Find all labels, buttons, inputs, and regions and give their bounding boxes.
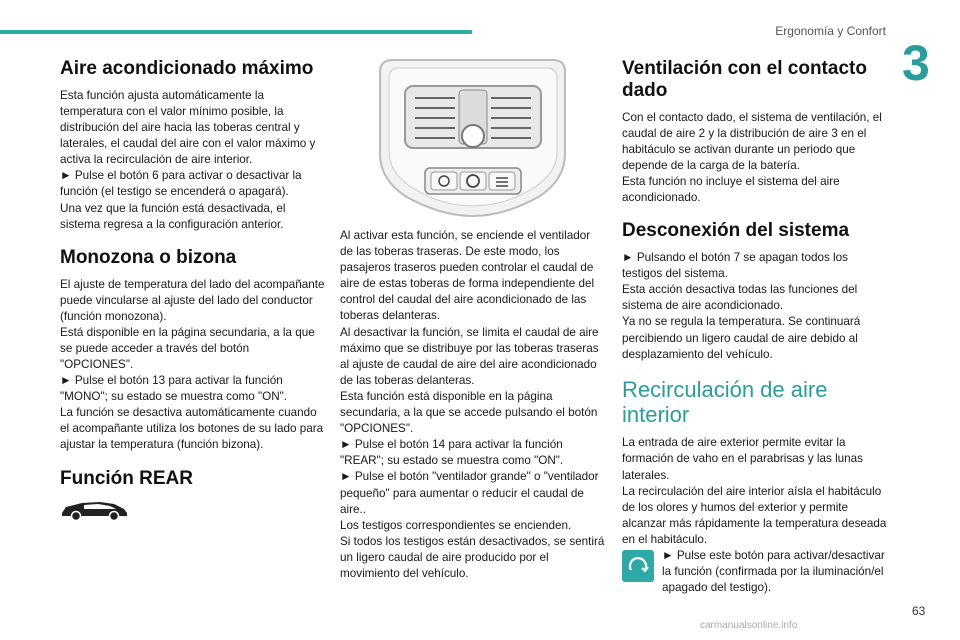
paragraph: La recirculación del aire interior aísla el habitáculo de los olores y humos del exterior y permite alcanzar más rápidamente la temperatura deseada en el habitáculo.: [622, 484, 887, 546]
paragraph: Al activar esta función, se enciende el ventilador de las toberas traseras. De este modo, los pasajeros traseros pueden controlar el caudal de aire de estas toberas de forma independiente del control del caudal del aire acondicionado de las toberas delanteras.: [340, 229, 595, 323]
paragraph: El ajuste de temperatura del lado del acompañante puede vincularse al ajuste del lado del conductor (función monozona).: [60, 277, 325, 323]
paragraph: Ya no se regula la temperatura. Se continuará percibiendo un ligero caudal de aire debido al desplazamiento del vehículo.: [622, 315, 861, 361]
section-disconnect: [622, 250, 887, 363]
paragraph: ► Pulse el botón 6 para activar o desactivar la función (el testigo se encenderá o apagará).: [60, 169, 302, 199]
paragraph: ► Pulse el botón "ventilador grande" o "ventilador pequeño" para aumentar o reducir el caudal de aire..: [340, 470, 599, 516]
paragraph: Esta función no incluye el sistema del aire acondicionado.: [622, 175, 840, 205]
recirculation-instruction: ► Pulse este botón para activar/desactivar la función (confirmada por la iluminación/el apagado del testigo).: [662, 549, 885, 595]
paragraph: Está disponible en la página secundaria, a la que se puede acceder a través del botón "OPCIONES".: [60, 325, 315, 371]
paragraph: ► Pulse el botón 14 para activar la función "REAR"; su estado se muestra como "ON".: [340, 438, 564, 468]
section-mono-bi: [60, 277, 325, 454]
paragraph: Esta función ajusta automáticamente la temperatura con el valor mínimo posible, la distribución del aire hacia las toberas central y laterales, el caudal del aire con el valor máximo y activa la recirculación de aire interior.: [60, 88, 316, 167]
paragraph: Los testigos correspondientes se encienden.: [340, 518, 572, 532]
section-rear-text: [340, 228, 605, 582]
section-ventilation: [622, 110, 887, 207]
watermark: carmanualsonline.info: [700, 620, 798, 631]
section-recirculation: [622, 435, 887, 596]
paragraph: ► Pulsando el botón 7 se apagan todos los testigos del sistema.: [622, 251, 849, 281]
page-number: 63: [912, 604, 926, 618]
column-right: [622, 50, 887, 610]
column-middle: [340, 50, 605, 596]
paragraph: Una vez que la función está desactivada, el sistema regresa a la configuración anterior.: [60, 201, 286, 231]
section-title-rear: Función REAR: [60, 467, 193, 489]
chapter-title: Ergonomía y Confort: [775, 24, 886, 38]
section-title-max-ac: Aire acondicionado máximo: [60, 58, 314, 79]
section-title-ventilation: Ventilación con el contacto dado: [622, 58, 867, 101]
paragraph: Al desactivar la función, se limita el caudal de aire máximo que se distribuye por las toberas traseras al ajuste de caudal de aire del aire acondicionado de las toberas delanteras.: [340, 325, 599, 387]
section-title-disconnect: Desconexión del sistema: [622, 220, 850, 242]
paragraph: Esta función está disponible en la página secundaria, a la que se accede pulsando el botón "OPCIONES".: [340, 389, 598, 436]
column-left: [60, 50, 325, 526]
paragraph-with-icon: [622, 548, 887, 596]
section-title-mono-bi: Monozona o bizona: [60, 246, 237, 268]
paragraph: Si todos los testigos están desactivados, se sentirá un ligero caudal de aire producido por el movimiento del vehículo.: [340, 534, 605, 580]
rear-vent-panel-illustration: [365, 54, 580, 214]
chapter-number: 3: [902, 35, 930, 91]
header-accent-bar: [0, 30, 472, 34]
car-side-icon: [60, 497, 325, 526]
paragraph: La entrada de aire exterior permite evitar la formación de vaho en el parabrisas y las lunas laterales.: [622, 436, 864, 482]
paragraph: Esta acción desactiva todas las funciones del sistema de aire acondicionado.: [622, 283, 858, 313]
paragraph: ► Pulse el botón 13 para activar la función "MONO"; su estado se muestra como "ON".: [60, 374, 288, 404]
section-title-recirculation: Recirculación de aire interior: [622, 376, 828, 428]
paragraph: La función se desactiva automáticamente cuando el acompañante utiliza los botones de su lado para ajustar la temperatura (función bizona).: [60, 406, 324, 452]
air-recirculation-icon: [622, 550, 654, 582]
paragraph: Con el contacto dado, el sistema de ventilación, el caudal de aire 2 y la distribución de aire 3 en el habitáculo se activan durante un periodo que depende de la carga de la batería.: [622, 110, 882, 172]
section-max-ac: [60, 88, 325, 233]
